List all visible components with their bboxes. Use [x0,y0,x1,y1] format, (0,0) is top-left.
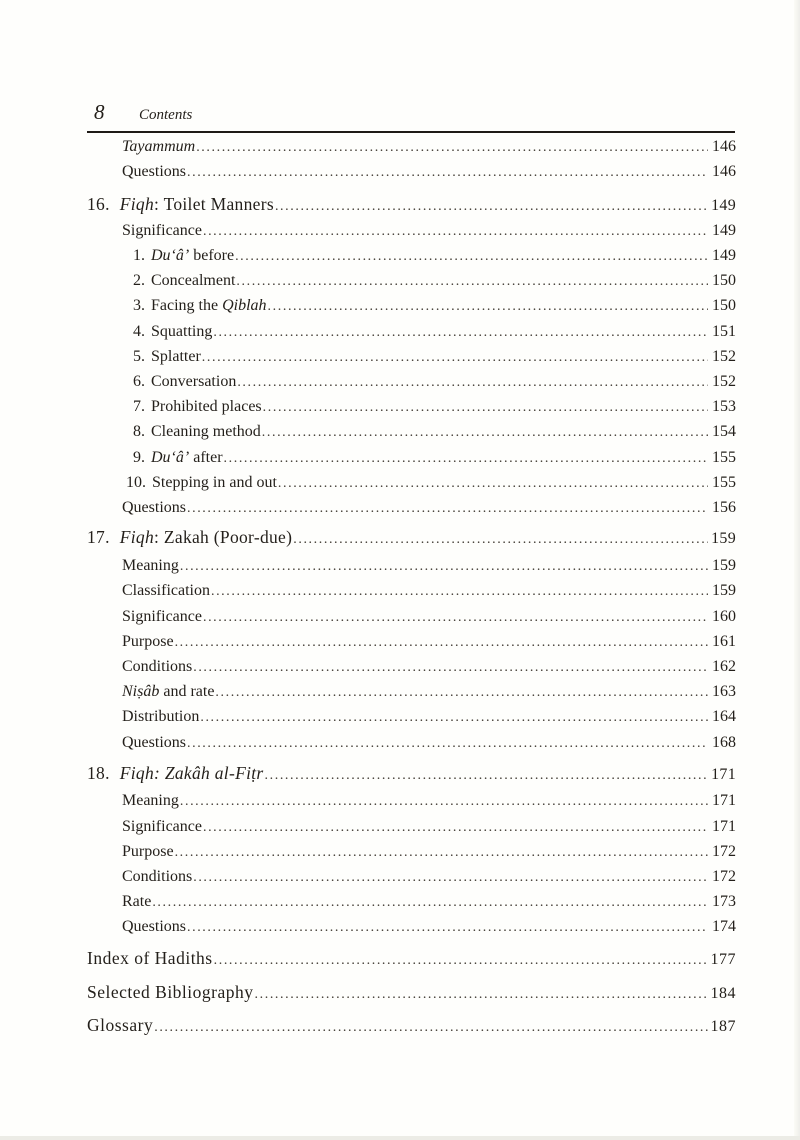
toc-entry-label [122,222,202,240]
toc-entry [87,708,736,726]
toc-entry-label [133,449,223,467]
toc-page-number: 161 [712,633,736,650]
toc-page-number: 149 [712,222,736,239]
toc-entry-text: Significance [122,222,202,239]
dot-leader [235,249,708,265]
dot-leader [175,635,708,651]
toc-entry-text: Questions [122,499,186,516]
toc-entry-label [122,918,186,936]
toc-entry-text: Purpose [122,843,174,860]
toc-page-number: 155 [712,449,736,466]
toc-chapter-entry [87,763,736,784]
toc-page-number: 156 [712,499,736,516]
toc-entry-text: Conversation [151,373,237,390]
toc-page-number: 152 [712,373,736,390]
toc-entry-label [122,608,202,626]
toc-entry-text: Distribution [122,708,200,725]
toc-entry-text: Conditions [122,868,193,885]
toc-entry [87,608,736,626]
toc-entry-text: Classification [122,582,210,599]
dot-leader [214,953,708,969]
toc-page-number: 159 [712,557,736,574]
dot-leader [293,532,708,548]
dot-leader [211,584,708,600]
toc-page-number: 172 [712,868,736,885]
toc-page-number: 171 [712,818,736,835]
toc-entry-label [133,297,267,315]
toc-entry [87,868,736,886]
dot-leader [154,1020,708,1036]
dot-leader [193,870,708,886]
toc-entry-label [87,763,264,784]
toc-entry [87,792,736,810]
toc-page-number: 174 [712,918,736,935]
toc-chapter-entry [87,527,736,548]
toc-entry-label [122,658,192,676]
toc-page-number: 171 [712,792,736,809]
toc-entry-label [122,893,151,911]
toc-entry-label [133,373,236,391]
toc-entry [87,323,736,341]
dot-leader [262,425,708,441]
toc-page-number: 184 [710,985,736,1002]
toc-entry-number: 8. [133,423,145,440]
toc-page-number: 153 [712,398,736,415]
toc-entry-number: 5. [133,348,145,365]
toc-entry-label [126,474,277,492]
toc-entry-italic-term: Du‘â’ [151,449,190,466]
toc-entry-number: 2. [133,272,145,289]
dot-leader [278,476,708,492]
dot-leader [255,987,708,1003]
toc-entry [87,843,736,861]
dot-leader [263,400,708,416]
toc-entry [87,373,736,391]
toc-page-number: 171 [711,766,736,783]
toc-entry-text: Significance [122,818,202,835]
toc-page-number: 146 [712,138,736,155]
toc-entry-label [122,734,186,752]
toc-entry-italic-term: Fiqh [119,527,155,547]
toc-page-number: 152 [712,348,736,365]
dot-leader [275,199,708,215]
toc-entry-text: Prohibited places [151,398,262,415]
toc-entry-label [133,423,261,441]
toc-entry-label [122,708,199,726]
toc-entry [87,247,736,265]
toc-entry-number: 7. [133,398,145,415]
dot-leader [215,685,708,701]
toc-entry-label [87,1015,153,1036]
dot-leader [187,501,708,517]
toc-entry-number: 16. [87,194,110,214]
toc-entry-text: after [189,449,223,466]
dot-leader [180,559,708,575]
toc-entry-label [133,272,235,290]
toc-entry-text: Splatter [151,348,201,365]
page-edge-shadow [794,0,800,1140]
toc-entry [87,499,736,517]
dot-leader [203,224,708,240]
toc-entry [87,893,736,911]
toc-page-number: 146 [712,163,736,180]
toc-entry-text: Meaning [122,792,179,809]
toc-entry-text: Purpose [122,633,174,650]
toc-entry-text: : Toilet Manners [154,194,274,214]
toc-page-number: 160 [712,608,736,625]
page-bottom-edge [0,1136,800,1140]
dot-leader [224,451,708,467]
toc-entry-italic-term: Qiblah [222,297,267,314]
toc-page-number: 159 [711,530,736,547]
toc-entry-text: Stepping in and out [152,474,277,491]
toc-entry-label [133,398,262,416]
toc-page-number: 149 [711,197,736,214]
header-rule [87,131,735,133]
toc-page-number: 187 [710,1018,736,1035]
dot-leader [187,920,708,936]
toc-entry-text: Tayammum [122,138,196,155]
dot-leader [187,165,708,181]
toc-page-number: 149 [712,247,736,264]
toc-entry-text: Questions [122,734,186,751]
toc-entry-text: Rate [122,893,152,910]
toc-entry [87,222,736,240]
toc-entry-label [122,683,214,701]
dot-leader [187,736,708,752]
toc-entry-text: Significance [122,608,202,625]
toc-backmatter-entry [87,948,736,969]
dot-leader [202,350,708,366]
toc-page-number: 155 [712,474,736,491]
dot-leader [203,820,708,836]
dot-leader [213,325,708,341]
toc-entry-number: 10. [126,474,146,491]
toc-entry-label [122,557,179,575]
toc-entry-text: Cleaning method [151,423,261,440]
toc-entry-label [133,323,212,341]
toc-entry-label [87,948,213,969]
toc-entry-text: before [189,247,235,264]
toc-entry-label [122,818,202,836]
toc-page-number: 162 [712,658,736,675]
toc-entry-label [122,499,186,517]
dot-leader [203,610,708,626]
toc-entry-label [122,843,174,861]
toc-entry-text: Questions [122,163,186,180]
dot-leader [196,140,708,156]
toc-entry-label [87,527,292,548]
toc-entry [87,918,736,936]
toc-entry [87,557,736,575]
toc-page-number: 150 [712,272,736,289]
toc-entry-label [87,982,254,1003]
toc-entry [87,582,736,600]
toc-entry-number: 17. [87,527,110,547]
toc-entry [87,818,736,836]
toc-chapter-entry [87,194,736,215]
toc-entry-text: Index of Hadiths [87,948,213,968]
toc-entry [87,138,736,156]
toc-entry-text: and rate [159,683,215,700]
toc-entry-text: Facing the [151,297,223,314]
toc-entry-label [87,194,274,215]
toc-entry-label [122,582,210,600]
toc-entry [87,348,736,366]
dot-leader [268,299,708,315]
toc-entry-text: : Zakah (Poor-due) [154,527,293,547]
toc-entry-text: Questions [122,918,186,935]
dot-leader [175,845,708,861]
toc-page-number: 163 [712,683,736,700]
toc-entry-text: Squatting [151,323,213,340]
toc-entry [87,449,736,467]
toc-entry-label [122,633,174,651]
dot-leader [193,660,708,676]
toc-entry-text: Meaning [122,557,179,574]
toc-entry-label [122,163,186,181]
toc-entry-number: 18. [87,763,110,783]
toc-page-number: 151 [712,323,736,340]
dot-leader [236,274,708,290]
toc-entry-text: Concealment [151,272,236,289]
toc-entry-number: 4. [133,323,145,340]
dot-leader [237,375,708,391]
toc-entry [87,272,736,290]
toc-entry-label [122,138,195,156]
toc-entry [87,658,736,676]
toc-entry [87,683,736,701]
toc-entry-number: 9. [133,449,145,466]
dot-leader [200,710,708,726]
toc-page-number: 164 [712,708,736,725]
toc-entry [87,633,736,651]
toc-entry-italic-term: Fiqh [119,194,155,214]
toc-entry-text: Conditions [122,658,193,675]
toc-entry-label [122,792,179,810]
toc-entry [87,474,736,492]
toc-entry [87,423,736,441]
toc-backmatter-entry [87,982,736,1003]
dot-leader [180,794,708,810]
toc-entry-text: Glossary [87,1015,154,1035]
toc-entry [87,398,736,416]
toc-entry-text: Selected Bibliography [87,982,254,1002]
toc-entry-label [133,348,201,366]
toc-entry [87,163,736,181]
toc-entry-italic-term: Fiqh: Zakâh al-Fiṭr [119,763,264,783]
toc-backmatter-entry [87,1015,736,1036]
toc-page-number: 154 [712,423,736,440]
page-number: 8 [94,100,105,124]
toc-page-number: 172 [712,843,736,860]
toc-page-number: 177 [710,951,736,968]
toc-entry-number: 6. [133,373,145,390]
dot-leader [265,768,708,784]
toc-entry-label [133,247,234,265]
toc-entry-label [122,868,192,886]
running-head-title: Contents [139,107,193,123]
toc-entry-number: 3. [133,297,145,314]
toc-page-number: 150 [712,297,736,314]
toc-entry [87,734,736,752]
toc-entry-italic-term: Du‘â’ [151,247,190,264]
toc-page-number: 159 [712,582,736,599]
running-head [94,100,192,125]
toc-entry-italic-term: Niṣâb [122,683,160,700]
toc-entry [87,297,736,315]
toc-page-number: 173 [712,893,736,910]
dot-leader [152,895,708,911]
toc-page-number: 168 [712,734,736,751]
toc-entry-number: 1. [133,247,145,264]
